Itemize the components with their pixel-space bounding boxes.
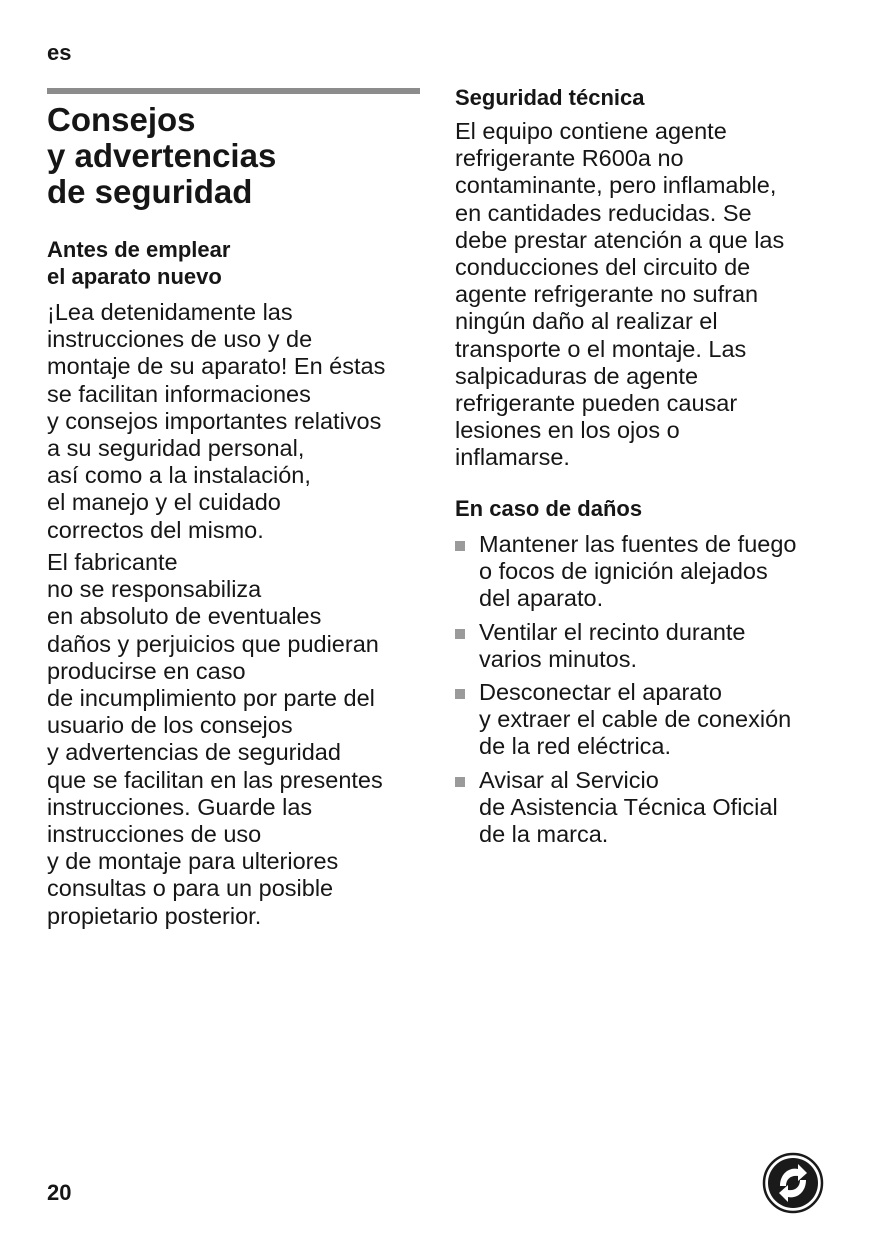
language-code: es (47, 40, 72, 65)
subheading-before-use: Antes de emplear el aparato nuevo (47, 237, 231, 289)
damage-steps-list (455, 531, 855, 854)
page-number: 20 (47, 1180, 72, 1205)
green-dot-recycling-icon (762, 1152, 824, 1214)
subheading-in-case-of-damage: En caso de daños (455, 496, 643, 521)
list-item: Avisar al Servicio de Asistencia Técnica Oficial de la marca. (455, 767, 855, 849)
list-item: Desconectar el aparato y extraer el cable de conexión de la red eléctrica. (455, 679, 855, 761)
intro-paragraph: ¡Lea detenidamente las instrucciones de uso y de montaje de su aparato! En éstas se facilitan informaciones y consejos importantes relativos a su seguridad personal, así como a la instalación, el manejo y el cuidado correctos del mismo. (47, 299, 386, 543)
subheading-technical-safety: Seguridad técnica (455, 85, 645, 110)
technical-safety-paragraph: El equipo contiene agente refrigerante R600a no contaminante, pero inflamable, en cantidades reducidas. Se debe prestar atención a que las conducciones del circuito de agente refrigerante no sufran ningún daño al realizar el transporte o el montaje. Las salpicaduras de agente refrigerante pueden causar lesiones en los ojos o inflamarse. (455, 118, 785, 471)
bullet-square-icon (455, 777, 465, 787)
list-item: Mantener las fuentes de fuego o focos de ignición alejados del aparato. (455, 531, 855, 613)
title-rule (47, 88, 420, 94)
bullet-square-icon (455, 689, 465, 699)
bullet-square-icon (455, 629, 465, 639)
liability-paragraph: El fabricante no se responsabiliza en absoluto de eventuales daños y perjuicios que pudieran producirse en caso de incumplimiento por parte del usuario de los consejos y advertencias de seguridad que se facilitan en las presentes instrucciones. Guarde las instrucciones de uso y de montaje para ulteriores consultas o para un posible propietario posterior. (47, 549, 383, 929)
bullet-square-icon (455, 541, 465, 551)
page-title: Consejos y advertencias de seguridad (47, 101, 277, 210)
list-item: Ventilar el recinto durante varios minutos. (455, 619, 855, 673)
